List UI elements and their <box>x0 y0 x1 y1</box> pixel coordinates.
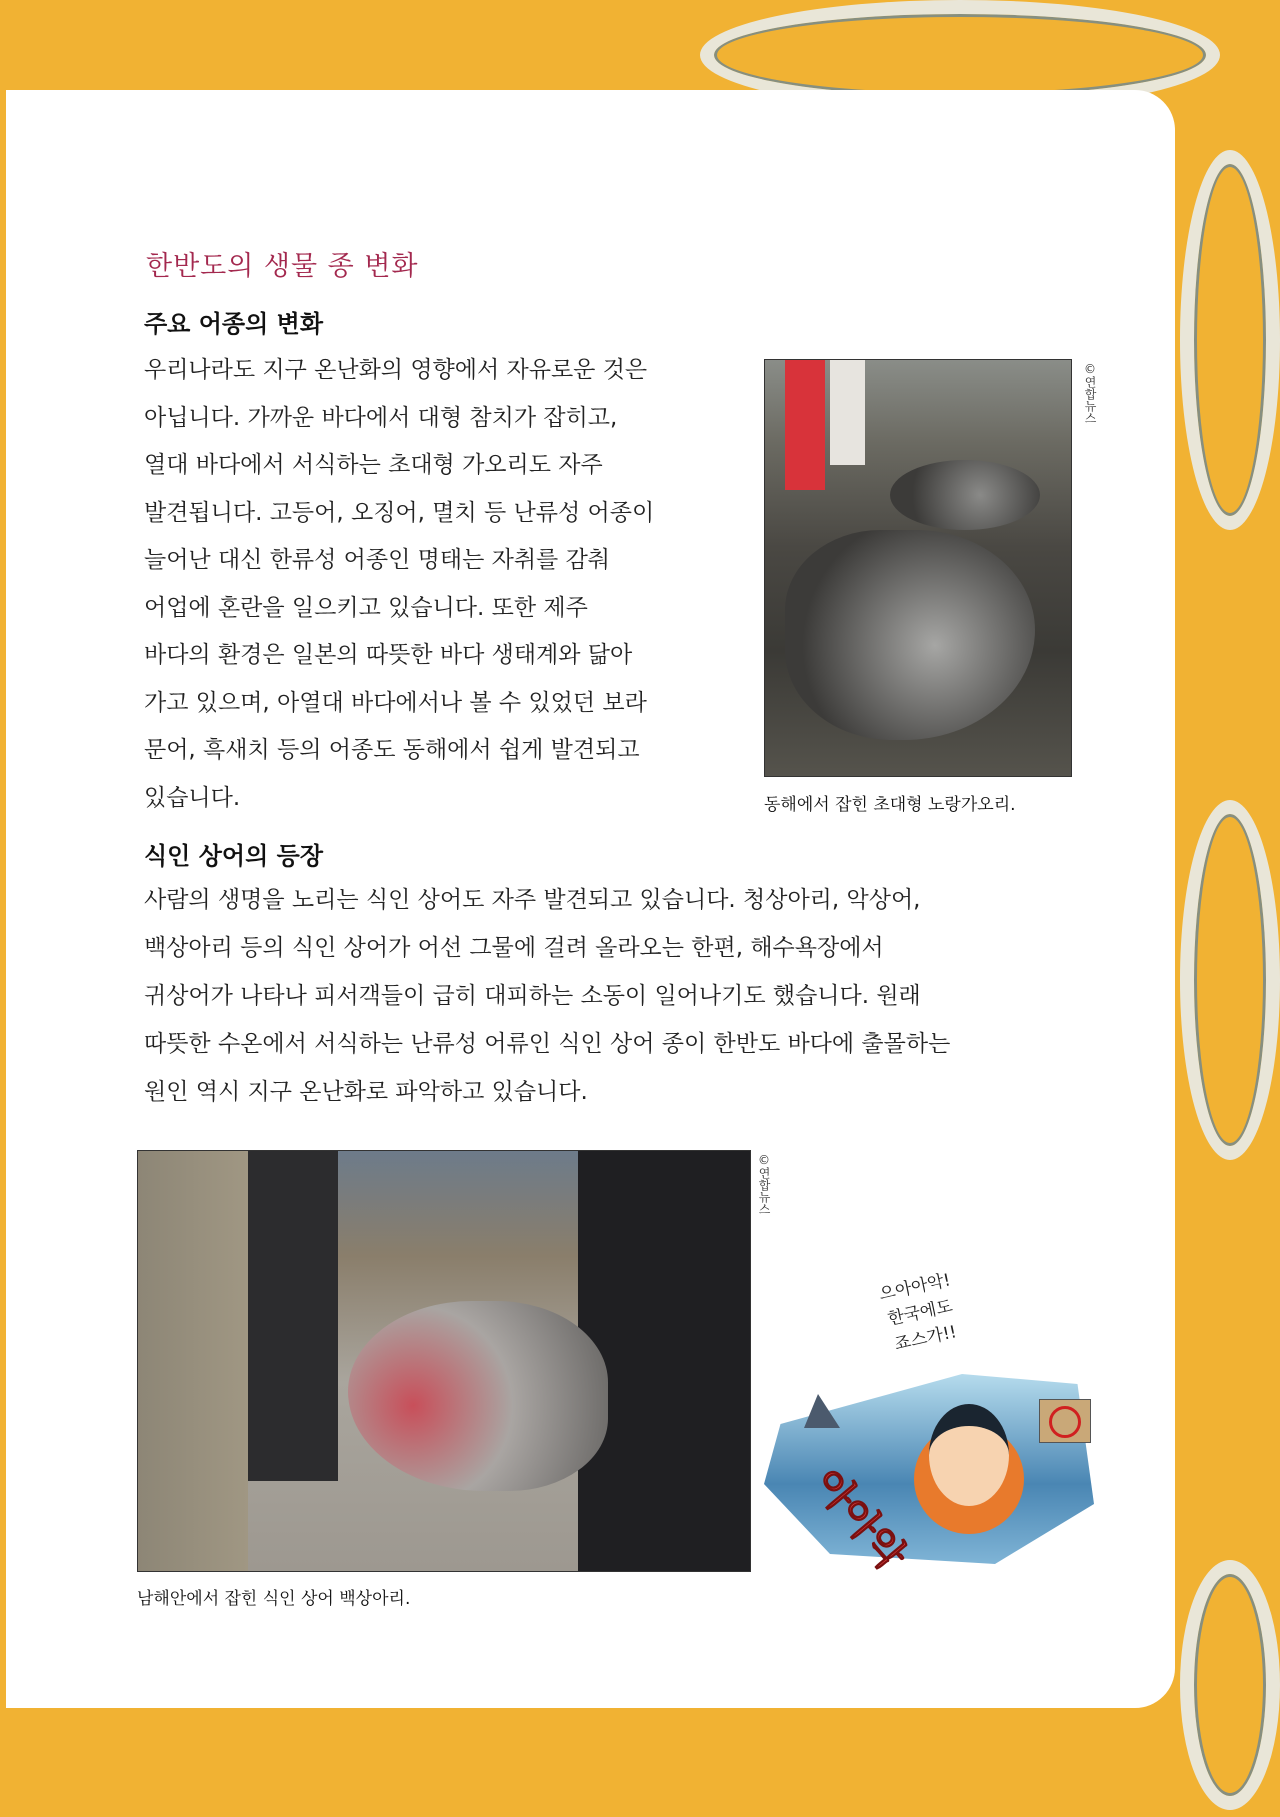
body-text-line: 원인 역시 지구 온난화로 파악하고 있습니다. <box>144 1079 588 1105</box>
body-text-line: 열대 바다에서 서식하는 초대형 가오리도 자주 <box>144 452 603 478</box>
scream-text: 아아악 <box>804 1460 915 1579</box>
body-text-line: 발견됩니다. 고등어, 오징어, 멸치 등 난류성 어종이 <box>144 499 655 526</box>
body-text-line: 따뜻한 수온에서 서식하는 난류성 어류인 식인 상어 종이 한반도 바다에 출몰하는 <box>144 1031 951 1057</box>
person-figure <box>248 1151 338 1481</box>
body-text-line: 어업에 혼란을 일으키고 있습니다. 또한 제주 <box>144 594 588 621</box>
person-figure <box>785 360 825 490</box>
shark-photo <box>137 1150 751 1572</box>
body-text-line: 사람의 생명을 노리는 식인 상어도 자주 발견되고 있습니다. 청상아리, 악상어, <box>144 887 921 913</box>
shark-shape <box>348 1301 608 1491</box>
no-shark-sign-icon <box>1039 1399 1091 1443</box>
body-text-line: 문어, 흑새치 등의 어종도 동해에서 쉽게 발견되고 <box>144 737 640 763</box>
page-title: 한반도의 생물 종 변화 <box>146 251 419 282</box>
section-heading-shark: 식인 상어의 등장 <box>144 842 323 870</box>
comic-illustration <box>764 1270 1104 1584</box>
person-figure <box>830 360 865 465</box>
decorative-swirl <box>1180 800 1280 1160</box>
stingray-shape <box>785 530 1035 740</box>
decorative-swirl <box>1180 150 1280 530</box>
photo-caption: 남해안에서 잡힌 식인 상어 백상아리. <box>137 1589 411 1609</box>
body-text-line: 바다의 환경은 일본의 따뜻한 바다 생태계와 닮아 <box>144 642 633 668</box>
section-heading-fish: 주요 어종의 변화 <box>144 310 323 338</box>
decorative-swirl <box>1180 1560 1280 1810</box>
body-text-line: 있습니다. <box>144 784 241 811</box>
photo-credit: ©연합뉴스 <box>1083 362 1097 424</box>
character-face <box>929 1404 1009 1506</box>
body-text-line: 우리나라도 지구 온난화의 영향에서 자유로운 것은 <box>144 357 648 383</box>
person-figure <box>138 1151 248 1571</box>
body-text-line: 가고 있으며, 아열대 바다에서나 볼 수 있었던 보라 <box>144 689 647 716</box>
body-text-line: 아닙니다. 가까운 바다에서 대형 참치가 잡히고, <box>144 404 618 431</box>
speech-text: 으아아악! 한국에도 죠스가!! <box>877 1270 959 1355</box>
body-text-line: 백상아리 등의 식인 상어가 어선 그물에 걸려 올라오는 한편, 해수욕장에서 <box>144 935 884 961</box>
shark-fin-icon <box>804 1394 840 1428</box>
stingray-photo <box>764 359 1072 777</box>
body-text-line: 늘어난 대신 한류성 어종인 명태는 자취를 감춰 <box>144 547 611 573</box>
photo-credit: ©연합뉴스 <box>757 1153 771 1215</box>
body-text-line: 귀상어가 나타나 피서객들이 급히 대피하는 소동이 일어나기도 했습니다. 원래 <box>144 983 921 1009</box>
photo-caption: 동해에서 잡힌 초대형 노랑가오리. <box>764 795 1016 815</box>
stingray-shape <box>890 460 1040 530</box>
